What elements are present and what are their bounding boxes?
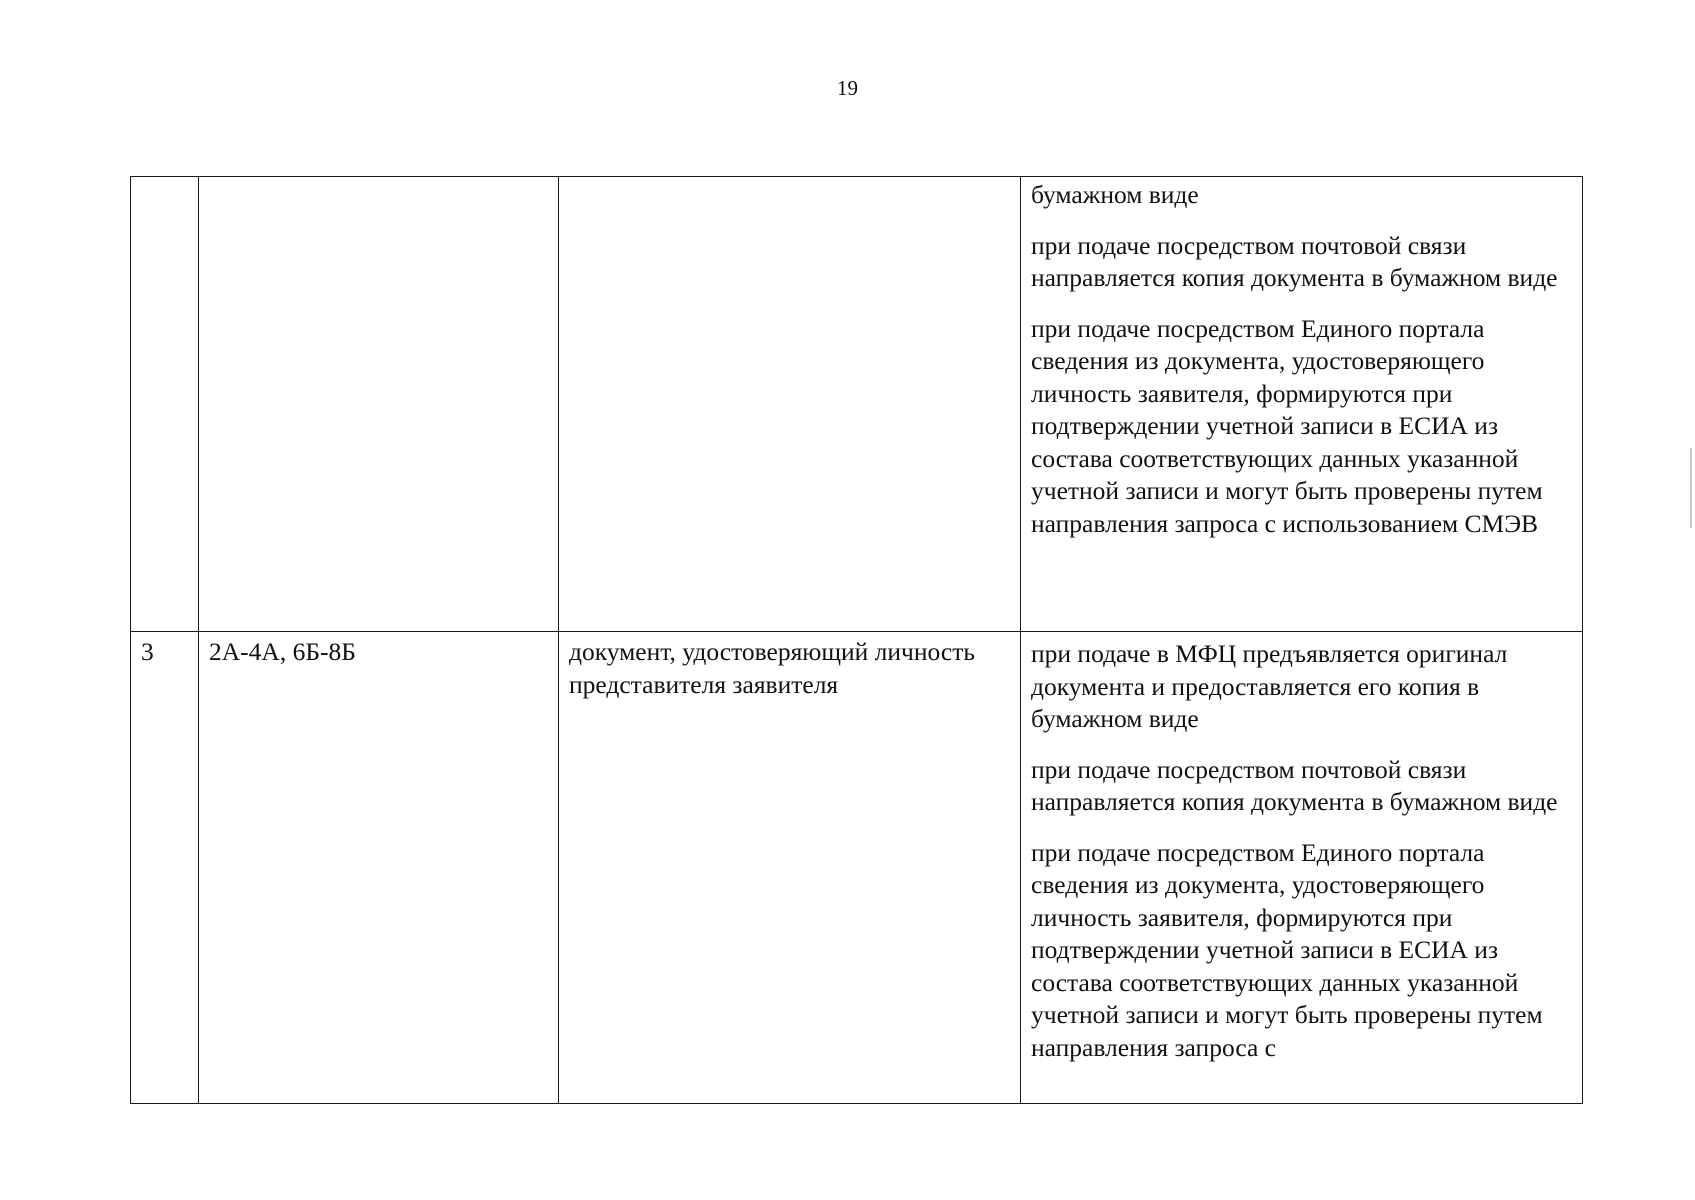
method-paragraph: при подаче посредством Единого портала сведения из документа, удостоверяющего личность заявителя, формируются при подтверждении учетной записи в ЕСИА из состава соответствующих данных указанной учетной записи и могут быть проверены путем направления запроса с xyxy=(1031,837,1543,1062)
table-row xyxy=(131,632,1583,1104)
submission-methods-cell xyxy=(1021,177,1583,632)
method-paragraph: при подаче посредством Единого портала сведения из документа, удостоверяющего личность заявителя, формируются при подтверждении учетной записи в ЕСИА из состава соответствующих данных указанной учетной записи и могут быть проверены путем направления запроса с использованием СМЭВ xyxy=(1031,313,1543,538)
page-number: 19 xyxy=(837,76,858,100)
table-row xyxy=(131,177,1583,632)
requirements-table xyxy=(130,176,1583,1104)
submission-methods-cell xyxy=(1021,632,1583,1104)
document-name-cell xyxy=(559,177,1021,632)
row-number-cell: 3 xyxy=(131,632,199,1104)
method-paragraph: при подаче в МФЦ предъявляется оригинал документа и предоставляется его копия в бумажном виде xyxy=(1031,639,1508,733)
applicant-codes-cell: 2А-4А, 6Б-8Б xyxy=(199,632,559,1104)
method-paragraph: бумажном виде xyxy=(1031,180,1199,209)
row-number-cell xyxy=(131,177,199,632)
document-name-cell: документ, удостоверяющий личность представителя заявителя xyxy=(559,632,1021,1104)
applicant-codes-cell xyxy=(199,177,559,632)
method-paragraph: при подаче посредством почтовой связи направляется копия документа в бумажном виде xyxy=(1031,230,1558,292)
scan-edge-mark xyxy=(1690,448,1692,528)
method-paragraph: при подаче посредством почтовой связи направляется копия документа в бумажном виде xyxy=(1031,754,1558,816)
